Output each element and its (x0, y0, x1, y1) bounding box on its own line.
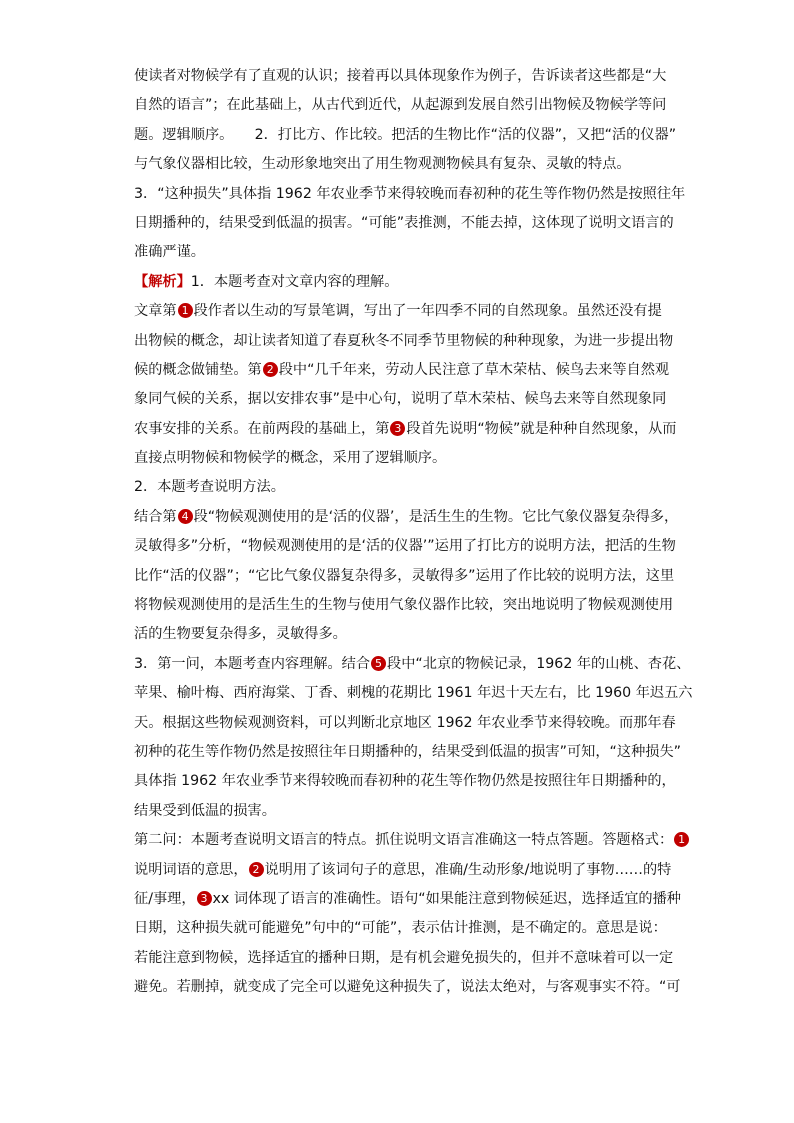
text-line (134, 738, 681, 767)
text-run: 避免。若删掉，就变成了完全可以避免这种损失了，说法太绝对，与客观事实不符。“可 (134, 979, 681, 996)
text-run: 苹果、榆叶梅、西府海棠、丁香、刺槐的花期比 1961 年迟十天左右，比 1960 年迟五六 (134, 685, 693, 702)
text-run: 段中“几千年来，劳动人民注意了草木荣枯、候鸟去来等自然观 (278, 361, 670, 378)
text-line (134, 503, 679, 532)
text-run: 使读者对物候学有了直观的认识；接着再以具体现象作为例子，告诉读者这些都是“大 (134, 68, 667, 84)
text-line (134, 91, 674, 120)
text-line (134, 826, 686, 855)
circled-number: 1 (674, 832, 689, 847)
circled-number: 3 (197, 891, 212, 906)
text-line (134, 856, 674, 885)
text-line (134, 150, 674, 179)
text-run: 候的概念做铺垫。第 (134, 361, 262, 378)
text-line (134, 797, 674, 826)
text-run: 3．“这种损失”具体指 1962 年农业季节来得较晚而春初种的花生等作物仍然是按照往年 (134, 185, 686, 202)
text-line (134, 62, 674, 91)
text-line (134, 944, 674, 973)
text-line (134, 914, 674, 943)
text-run: 初种的花生等作物仍然是按照往年日期播种的，结果受到低温的损害”可知，“这种损失” (134, 743, 681, 760)
text-run: 日期播种的，结果受到低温的损害。“可能”表推测，不能去掉，这体现了说明文语言的 (134, 214, 674, 231)
text-line (134, 356, 674, 385)
text-line (134, 973, 681, 1002)
text-run: 说明词语的意思， (134, 861, 248, 878)
circled-number: 1 (178, 303, 193, 318)
text-run: 日期，这种损失就可能避免”句中的“可能”，表示估计推测，是不确定的。意思是说： (134, 920, 667, 937)
text-run: 题。逻辑顺序。 2．打比方、作比较。把活的生物比作“活的仪器”，又把“活的仪器” (134, 126, 677, 143)
text-run: 第二问：本题考查说明文语言的特点。抓住说明文语言准确这一特点答题。答题格式： (134, 832, 674, 849)
text-run: 具体指 1962 年农业季节来得较晚而春初种的花生等作物仍然是按照往年日期播种的， (134, 773, 676, 790)
text-run: 自然的语言”；在此基础上，从古代到近代，从起源到发展自然引出物候及物候学等问 (134, 97, 667, 114)
text-line (134, 532, 674, 561)
text-run: 准确严谨。 (134, 244, 205, 261)
text-run: 农事安排的关系。在前两段的基础上，第 (134, 420, 390, 437)
text-line (134, 444, 674, 473)
text-line (134, 297, 674, 326)
circled-number: 4 (178, 509, 193, 524)
text-line (134, 679, 693, 708)
text-run: 结合第 (134, 508, 177, 525)
answer-analysis-text (134, 62, 693, 1003)
text-line (134, 885, 681, 914)
text-run: 段作者以生动的写景笔调，写出了一年四季不同的自然现象。虽然还没有提 (193, 303, 662, 320)
text-run: 天。根据这些物候观测资料，可以判断北京地区 1962 年农业季节来得较晚。而那年春 (134, 714, 676, 731)
text-run: 活的生物要复杂得多，灵敏得多。 (134, 626, 347, 643)
text-line (134, 180, 686, 209)
text-run: 3．第一问，本题考查内容理解。结合 (134, 655, 371, 672)
text-run: 若能注意到物候，选择适宜的播种日期，是有机会避免损失的，但并不意味着可以一定 (134, 949, 674, 966)
text-line (134, 562, 674, 591)
text-run: 与气象仪器相比较，生动形象地突出了用生物观测物候具有复杂、灵敏的特点。 (134, 156, 631, 173)
circled-number: 2 (263, 362, 278, 377)
text-run: 比作“活的仪器”；“它比气象仪器复杂得多，灵敏得多”运用了作比较的说明方法，这里 (134, 567, 675, 584)
text-line (134, 709, 674, 738)
text-line (134, 650, 691, 679)
text-run: xx 词体现了语言的准确性。语句“如果能注意到物候延迟，选择适宜的播种 (212, 890, 681, 907)
text-run: 出物候的概念，却让读者知道了春夏秋冬不同季节里物候的种种现象，为进一步提出物 (134, 332, 674, 349)
text-run: 段“物候观测使用的是‘活的仪器’，是活生生的生物。它比气象仪器复杂得多， (193, 508, 679, 525)
text-line (134, 327, 674, 356)
text-run: 征/事理， (134, 890, 196, 907)
text-run: 将物候观测使用的是活生生的生物与使用气象仪器作比较，突出地说明了物候观测使用 (134, 597, 674, 614)
text-line (134, 268, 674, 297)
circled-number: 2 (249, 862, 264, 877)
text-run: 说明用了该词句子的意思，准确/生动形象/地说明了事物……的特 (264, 861, 672, 878)
text-line (134, 415, 677, 444)
text-run: 段首先说明“物候”就是种种自然现象，从而 (406, 420, 677, 437)
text-run: 灵敏得多”分析，“物候观测使用的是‘活的仪器’”运用了打比方的说明方法，把活的生物 (134, 538, 676, 555)
text-run: 象同气候的关系，据以安排农事”是中心句，说明了草木荣枯、候鸟去来等自然现象同 (134, 391, 667, 408)
text-line (134, 209, 674, 238)
text-run: 文章第 (134, 303, 177, 320)
text-run: 段中“北京的物候记录，1962 年的山桃、杏花、 (387, 655, 691, 672)
text-line (134, 473, 674, 502)
text-line (134, 591, 674, 620)
text-run: 结果受到低温的损害。 (134, 802, 276, 819)
text-line (134, 620, 674, 649)
circled-number: 5 (371, 656, 386, 671)
text-line (134, 238, 674, 267)
text-line (134, 121, 677, 150)
text-line (134, 385, 674, 414)
text-line (134, 767, 674, 796)
text-run: 直接点明物候和物候学的概念，采用了逻辑顺序。 (134, 450, 447, 467)
analysis-tag: 【解析】 (134, 273, 191, 290)
text-run: 2．本题考查说明方法。 (134, 479, 285, 496)
text-run: 1．本题考查对文章内容的理解。 (190, 273, 399, 290)
circled-number: 3 (390, 421, 405, 436)
